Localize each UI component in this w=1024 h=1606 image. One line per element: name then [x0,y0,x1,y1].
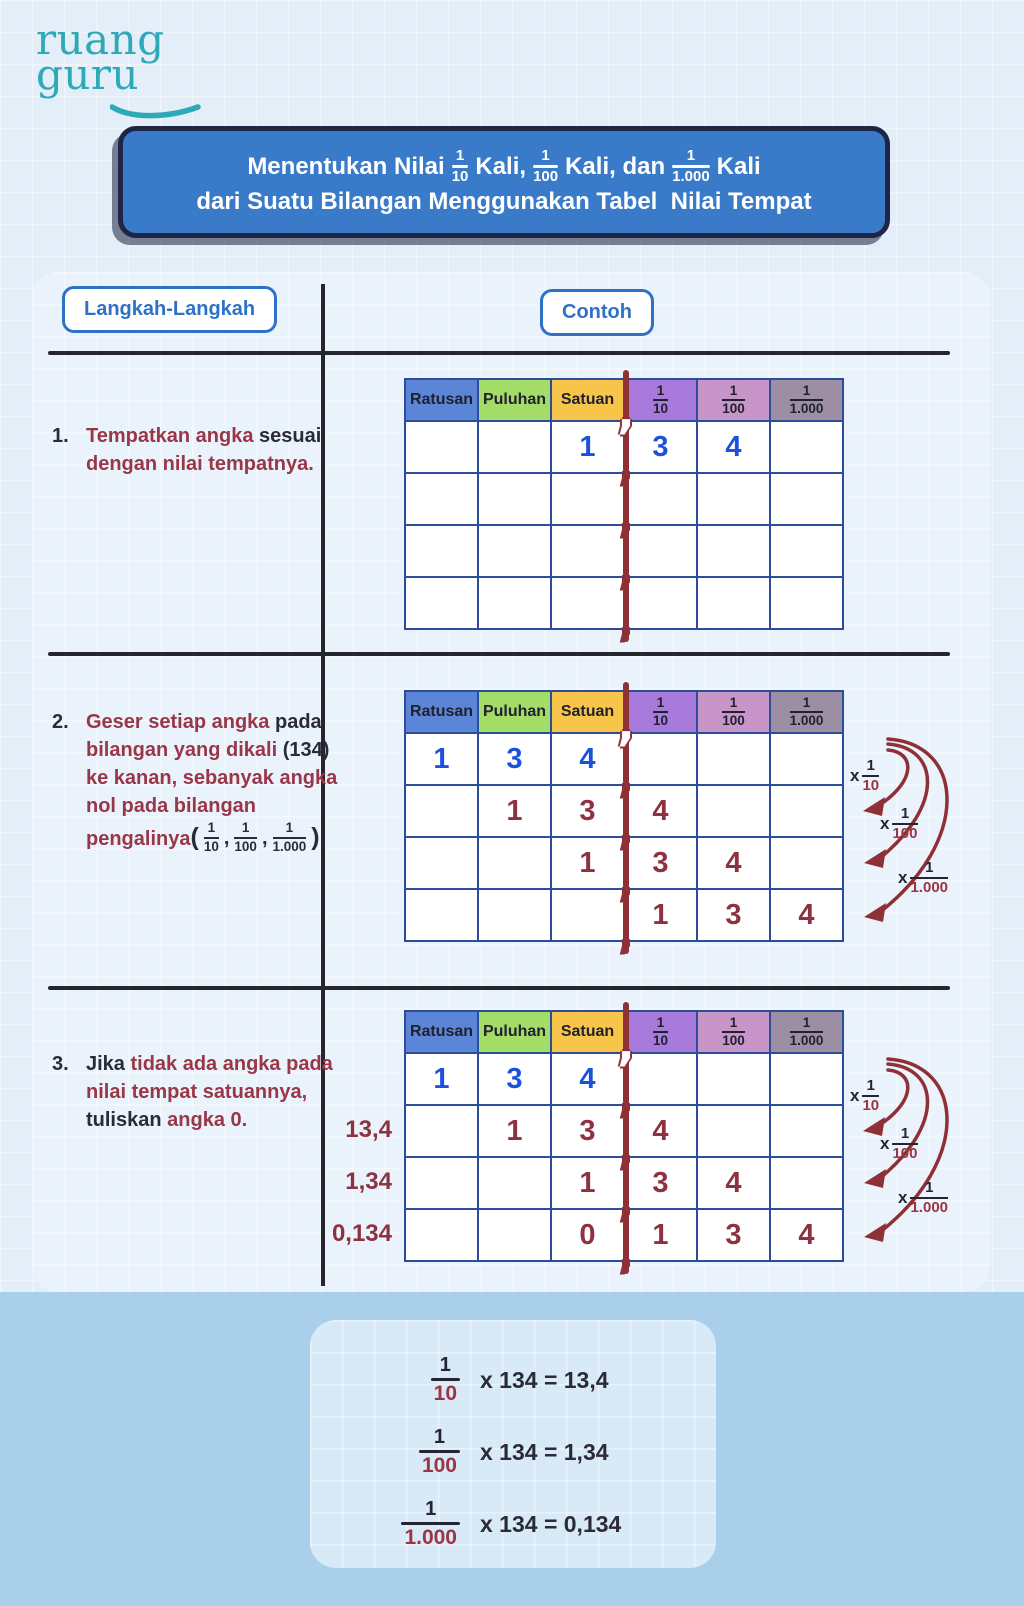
logo-text-guru: guru [36,50,140,100]
table-cell [770,733,843,785]
fraction-bar [419,1450,460,1453]
fraction-denominator: 1.000 [672,168,710,186]
fraction-numerator: 1 [656,1014,665,1030]
step-text-segment: ke kanan, sebanyak angka nol pada bilangan pengalinya [86,767,338,850]
table-cell [770,525,843,577]
multiplier-label-1-1000 [898,1180,948,1216]
fraction [722,384,745,416]
step-text-segment: tidak ada angka pada nilai tempat satuannya, [86,1053,333,1103]
fraction-numerator: 1 [900,805,910,822]
fraction-1-10 [452,148,469,185]
table-cell: 1 [624,1209,697,1261]
fraction-separator: , [223,826,230,849]
table-cell: 3 [624,1157,697,1209]
arrowhead-row4 [864,903,886,922]
title-text: Kali, [475,152,527,180]
step-3 [52,1050,348,1134]
equation-result: x 134 = 0,134 [480,1510,622,1537]
header-cell-Satuan: Satuan [551,379,624,421]
fraction-denominator: 10 [433,1381,457,1405]
times-sign: x [898,868,908,887]
table-cell: 4 [697,421,770,473]
multiplier-label-1-100 [880,806,918,842]
result-row-label: 0,134 [331,1220,392,1247]
table-cell: 1 [478,785,551,837]
table-cell [770,577,843,629]
fraction-1-100 [533,148,558,185]
multiplier-arrows [848,1050,978,1265]
table-cell [697,473,770,525]
fraction-denominator: 100 [533,168,559,186]
step-text-segment: sesuai [259,425,322,447]
step-text-segment: (134) [282,739,330,761]
fraction-numerator: 1 [866,1077,875,1094]
content-panel [32,272,990,1292]
decimal-comma: , [617,437,635,491]
step-number: 1. [52,425,69,447]
table-cell [478,473,551,525]
equation-1-100 [310,1416,716,1488]
decimal-comma: , [617,853,635,907]
table-cell [770,785,843,837]
table-cell: 4 [697,837,770,889]
header-cell-Puluhan: Puluhan [478,379,551,421]
table-cell [770,1053,843,1105]
times-sign: x [898,1188,908,1207]
table-cell [697,1105,770,1157]
fraction-denominator: 1.000 [272,838,307,854]
fraction-denominator: 1.000 [404,1525,457,1549]
header-cell-1-100 [697,691,770,733]
logo-swash-icon [110,90,202,125]
fraction-numerator: 1 [900,1125,910,1142]
fraction [273,821,307,853]
step-2 [52,708,348,855]
result-row-label: 1,34 [345,1168,392,1195]
table-cell: 1 [551,421,624,473]
fraction-denominator: 100 [722,1033,745,1048]
fraction-denominator: 1.000 [789,1033,824,1048]
table-cell: 4 [770,889,843,941]
fraction-denominator: 100 [722,401,745,416]
decimal-comma: , [617,541,635,595]
title-banner [118,126,890,238]
step-text-segment: Jika [86,1053,131,1075]
table-cell [697,525,770,577]
header-cell-Ratusan: Ratusan [405,379,478,421]
table-cell: 3 [624,837,697,889]
table-cell: 1 [405,1053,478,1105]
table-cell: 4 [551,1053,624,1105]
table-cell: 3 [478,1053,551,1105]
table-cell: 4 [624,1105,697,1157]
table-cell [770,1105,843,1157]
table-cell [405,525,478,577]
header-cell-Puluhan: Puluhan [478,1011,551,1053]
header-cell-Ratusan: Ratusan [405,691,478,733]
step-text-segment: tuliskan [86,1109,168,1131]
place-value-table-1 [404,378,842,647]
fraction-numerator: 1 [802,694,811,710]
table-cell: 1 [405,733,478,785]
fraction-numerator: 1 [866,757,875,774]
header-cell-1-1.000 [770,691,843,733]
place-value-table-3 [331,1010,949,1279]
table-cell [478,525,551,577]
table-cell [405,785,478,837]
table-cell: 3 [478,733,551,785]
step-3-text [86,1050,348,1134]
decimal-comma: , [617,489,635,543]
table-cell: 3 [551,1105,624,1157]
times-sign: x [850,766,860,785]
table-cell [478,889,551,941]
multiplier-label-1-10 [850,1078,879,1114]
row-divider-1 [48,351,950,355]
table-cell: 1 [551,837,624,889]
table-cell [405,473,478,525]
header-cell-Puluhan: Puluhan [478,691,551,733]
table-cell: 3 [697,1209,770,1261]
fraction-numerator: 1 [729,382,738,398]
step-2-text [86,708,348,855]
times-sign: x [850,1086,860,1105]
decimal-comma: , [617,1225,635,1279]
title-text: Kali, dan [565,152,666,180]
fraction [722,1016,745,1048]
step-text-segment: pada [274,711,322,733]
fraction-denominator: 10 [652,1033,669,1048]
decimal-comma: , [617,801,635,855]
title-line-1 [247,148,760,185]
arrowhead-row3 [864,1169,886,1188]
fraction [234,821,257,853]
decimal-comma: , [617,385,635,439]
fraction-numerator: 1 [802,382,811,398]
table-cell: 3 [624,421,697,473]
table-cell [405,889,478,941]
fraction [722,696,745,728]
table-cell: 1 [624,889,697,941]
table-cell [405,1105,478,1157]
times-sign: x [880,1134,890,1153]
table-cell: 0 [551,1209,624,1261]
fraction-numerator: 1 [656,382,665,398]
table-cell: 4 [551,733,624,785]
header-cell-1-1.000 [770,379,843,421]
step-text-segment: Tempatkan angka [86,425,260,447]
table-cell [478,1157,551,1209]
fraction-numerator: 1 [285,820,294,836]
times-sign: x [880,814,890,833]
fraction-numerator: 1 [207,820,216,836]
step-text-segment: bilangan yang dikali [86,739,283,761]
decimal-comma: , [617,1017,635,1071]
fraction-denominator: 100 [234,838,257,854]
multiplier-label-1-1000 [898,860,948,896]
step-number: 2. [52,711,69,733]
row-divider-3 [48,986,950,990]
table-cell [405,1157,478,1209]
fraction-numerator: 1 [241,820,250,836]
table-cell: 1 [551,1157,624,1209]
fraction-denominator: 10 [451,168,469,186]
fraction-denominator: 100 [892,825,918,843]
fraction-numerator: 1 [541,147,550,164]
table-cell [697,785,770,837]
table-cell: 4 [624,785,697,837]
fraction-numerator: 1 [455,147,465,164]
fraction-separator: , [261,826,268,849]
fraction-denominator: 1.000 [789,401,824,416]
step-text-segment: angka 0. [167,1109,248,1131]
fraction-numerator: 1 [729,694,738,710]
title-text: Kali [716,152,761,180]
fraction-numerator: 1 [425,1497,437,1520]
fraction-1-1000 [672,148,710,185]
table-cell [405,577,478,629]
table-cell [478,837,551,889]
fraction-numerator: 1 [656,694,665,710]
equation-result: x 134 = 1,34 [480,1438,609,1465]
multiplier-label-1-100 [880,1126,918,1162]
fraction [790,1016,824,1048]
fraction-parenthetical [190,820,326,855]
table-cell [697,1053,770,1105]
fraction [204,821,219,853]
table-cell [770,473,843,525]
fraction-numerator: 1 [925,1179,934,1196]
header-cell-1-1.000 [770,1011,843,1053]
title-text: Menentukan Nilai [247,152,445,180]
table-cell [478,421,551,473]
decimal-comma: , [617,1121,635,1175]
header-cell-1-100 [697,1011,770,1053]
table-cell [770,1157,843,1209]
table-cell [770,421,843,473]
result-row-label: 13,4 [345,1116,392,1143]
decimal-comma: , [617,1173,635,1227]
table-cell: 4 [697,1157,770,1209]
fraction-denominator: 1.000 [910,879,949,897]
multiplier-arrows [848,730,978,945]
table-cell [770,837,843,889]
table-cell [697,733,770,785]
decimal-comma: , [617,1069,635,1123]
table-cell [405,1209,478,1261]
arrowhead-row3 [864,849,886,868]
row-divider-2 [48,652,950,656]
fraction-numerator: 1 [729,1014,738,1030]
fraction-numerator: 1 [925,859,934,876]
step-1 [52,422,348,478]
logo-text-ruang: ruang [36,15,165,64]
decimal-comma: , [617,593,635,647]
open-paren: ( [190,823,199,851]
table-cell: 4 [770,1209,843,1261]
equation-1-1000 [310,1488,716,1560]
multiplier-label-1-10 [850,758,879,794]
table-cell: 1 [478,1105,551,1157]
fraction-denominator: 100 [421,1453,457,1477]
fraction-denominator: 1.000 [789,713,824,728]
header-cell-Ratusan: Ratusan [405,1011,478,1053]
header-cell-Satuan: Satuan [551,1011,624,1053]
ruangguru-logo [36,15,165,100]
fraction [653,384,668,416]
fraction [653,696,668,728]
fraction-bar [431,1378,460,1381]
section-header-langkah: Langkah-Langkah [62,286,277,333]
fraction-denominator: 100 [722,713,745,728]
fraction [790,696,824,728]
fraction-numerator: 1 [802,1014,811,1030]
close-paren: ). [311,823,327,851]
fraction-numerator: 1 [686,147,696,164]
table-cell: 3 [551,785,624,837]
header-cell-1-100 [697,379,770,421]
table-cell: 3 [697,889,770,941]
fraction-denominator: 1.000 [910,1199,949,1217]
summary-box [310,1320,716,1568]
fraction-bar [401,1522,460,1525]
table-cell [405,421,478,473]
fraction [653,1016,668,1048]
arrowhead-row4 [864,1223,886,1242]
decimal-comma: , [617,697,635,751]
fraction-denominator: 100 [892,1145,918,1163]
table-cell [405,837,478,889]
header-cell-Satuan: Satuan [551,691,624,733]
fraction-denominator: 10 [652,401,669,416]
table-cell [697,577,770,629]
step-number: 3. [52,1053,69,1075]
fraction-denominator: 10 [862,1097,880,1115]
step-1-text [86,422,348,478]
fraction-denominator: 10 [652,713,669,728]
step-text-segment: Geser setiap angka [86,711,275,733]
section-header-contoh: Contoh [540,289,654,336]
fraction-numerator: 1 [433,1425,446,1448]
decimal-comma: , [617,905,635,959]
table-cell [478,1209,551,1261]
step-text-segment: dengan nilai tempatnya. [86,453,314,475]
title-line-2: dari Suatu Bilangan Menggunakan Tabel Nilai Tempat [196,188,812,215]
decimal-comma: , [617,749,635,803]
equation-1-10 [310,1344,716,1416]
equation-result: x 134 = 13,4 [480,1366,609,1393]
fraction [790,384,824,416]
fraction-denominator: 10 [203,838,219,854]
fraction-numerator: 1 [439,1353,451,1376]
table-cell [478,577,551,629]
fraction-denominator: 10 [862,777,880,795]
place-value-table-2 [404,690,949,959]
